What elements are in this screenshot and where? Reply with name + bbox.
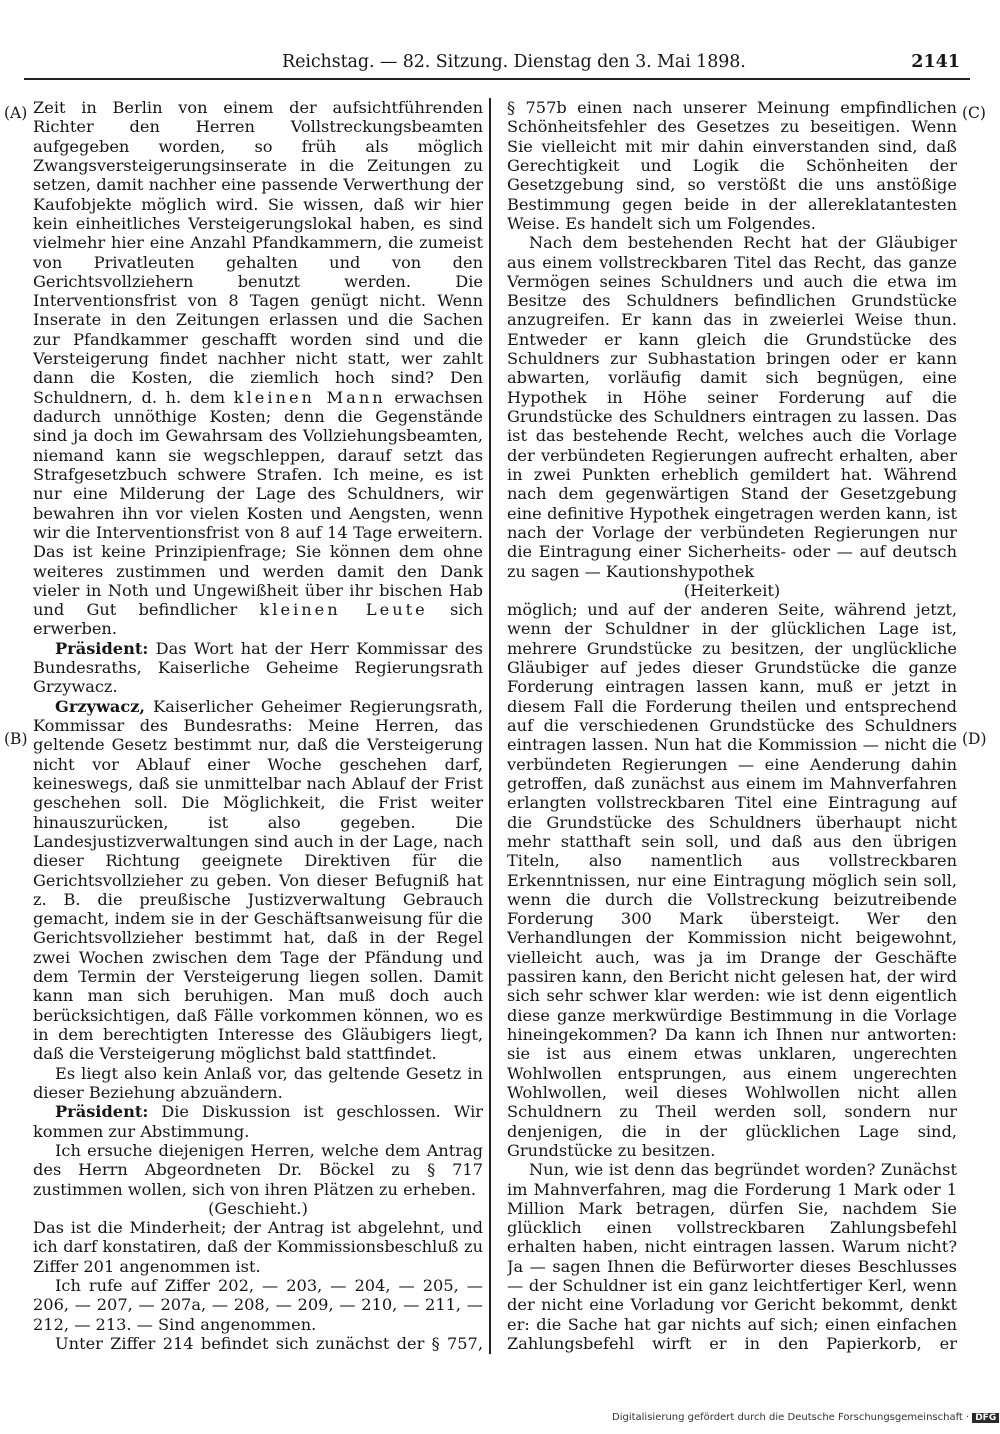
paragraph: Nach dem bestehenden Recht hat der Gläubiger aus einem vollstreckbaren Titel das Recht, das ganze Vermögen seines Schuldners und auch die etwa im Besitze des Schuldners befindlichen Grundstücke anzugreifen. Er kann das in zweierlei Weise thun. Entweder er kann gleich die Grundstücke des Schuldners zur Subhastation bringen oder er kann abwarten, vorläufig damit sich begnügen, eine Hypothek in Höhe seiner Forderung auf die Grundstücke des Schuldners eintragen zu lassen. Das ist das bestehende Recht, welches auch die Vorlage der verbündeten Regierungen aufrecht erhalten, aber in zwei Punkten erheblich gemildert hat. Während nach dem gegenwärtigen Stand der Gesetzgebung eine definitive Hypothek eingetragen werden kann, ist nach der Vorlage der verbündeten Regierungen nur die Eintragung einer Sicherheits- oder — auf deutsch zu sagen — Kautionshypothek	[507, 233, 957, 581]
paragraph: Nun, wie ist denn das begründet worden? Zunächst im Mahnverfahren, mag die Forderung 1 Mark oder 1 Million Mark betragen, dürfen Sie, nachdem Sie glücklich einen vollstreckbaren Zahlungsbefehl erhalten haben, nicht eintragen lassen. Warum nicht? Ja — sagen Ihnen die Befürworter dieses Beschlusses — der Schuldner ist ein ganz leichtfertiger Kerl, wenn der nicht eine Vorladung vor Gericht bekommt, denkt er: die Sache hat gar nichts auf sich; einen einfachen Zahlungsbefehl wirft er in den Papierkorb, er	[507, 1160, 957, 1353]
column-divider	[489, 98, 491, 1354]
spaced-text: kleinen Leute	[259, 600, 428, 620]
margin-marker-a: (A)	[4, 104, 28, 122]
stage-direction: (Geschieht.)	[208, 1198, 308, 1218]
stage-direction: (Heiterkeit)	[683, 580, 781, 600]
text-run: Das Wort hat der Herr Kommissar des Bundesraths, Kaiserliche Geheime Regierungsrath Grzywacz.	[33, 638, 483, 697]
page-number: 2141	[911, 52, 960, 72]
paragraph: Das ist die Minderheit; der Antrag ist abgelehnt, und ich darf konstatiren, daß der Kommissionsbeschluß zu Ziffer 201 angenommen ist.	[33, 1218, 483, 1276]
paragraph: Ich rufe auf Ziffer 202, — 203, — 204, — 205, — 206, — 207, — 207a, — 208, — 209, — 210, — 211, — 212, — 213. — Sind angenommen.	[33, 1276, 483, 1334]
header-rule	[24, 78, 970, 80]
speaker-name: Grzywacz,	[55, 696, 146, 716]
text-run: erwachsen dadurch unnöthige Kosten; denn die Gegenstände sind ja doch im Gewahrsam des Vollziehungsbeamten, niemand kann sie wegschleppen, darauf setzt das Strafgesetzbuch schwere Strafen. Ich meine, es ist nur eine Milderung der Lage des Schuldners, wir bewahren ihn vor vielen Kosten und Aengsten, wenn wir die Interventionsfrist von 8 auf 14 Tage erweitern. Das ist keine Prinzipienfrage; Sie können dem ohne weiteres zustimmen und werden damit den Dank vieler in Noth und Ungewißheit über ihr bischen Hab und Gut befindlicher	[33, 387, 483, 620]
paragraph: Es liegt also kein Anlaß vor, das geltende Gesetz in dieser Beziehung abzuändern.	[33, 1063, 483, 1102]
paragraph	[33, 1102, 483, 1141]
text-run: Kaiserlicher Geheimer Regierungsrath, Kommissar des Bundesraths: Meine Herren, das geltende Gesetz bestimmt nur, daß die Versteigerung nicht vor Ablauf einer Woche geschehen darf, keineswegs, daß sie unmittelbar nach Ablauf der Frist geschehen soll. Die Möglichkeit, die Frist weiter hinauszurücken, ist also gegeben. Die Landesjustizverwaltungen sind auch in der Lage, nach dieser Richtung geeignete Direktiven für die Gerichtsvollzieher zu geben. Von dieser Befugniß hat z. B. die preußische Justizverwaltung Gebrauch gemacht, indem sie in der Geschäftsanweisung für die Gerichtsvollzieher bestimmt hat, daß in der Regel zwei Wochen zwischen dem Tage der Pfändung und dem Termin der Versteigerung liegen sollen. Damit kann man sich beruhigen. Man muß doch auch berücksichtigen, daß Fälle vorkommen können, wo es in dem berechtigten Interesse des Gläubigers liegt, daß die Versteigerung möglichst bald stattfindet.	[33, 696, 483, 1064]
left-column	[33, 98, 483, 1354]
margin-marker-c: (C)	[962, 104, 986, 122]
running-title: Reichstag. — 82. Sitzung. Dienstag den 3. Mai 1898.	[282, 52, 746, 72]
paragraph: möglich; und auf der anderen Seite, während jetzt, wenn der Schuldner in der glücklichen Lage ist, mehrere Grundstücke zu besitzen, der unglückliche Gläubiger auf jedes dieser Grundstücke die ganze Forderung eintragen lassen kann, muß er jetzt in diesem Fall die Forderung theilen und entsprechend auf die verschiedenen Grundstücke des Schuldners eintragen lassen. Nun hat die Kommission — nicht die verbündeten Regierungen — eine Aenderung dahin getroffen, daß zunächst aus einem im Mahnverfahren erlangten vollstreckbaren Titel eine Eintragung auf die Grundstücke des Schuldners überhaupt nicht mehr statthaft sein soll, und daß aus den übrigen Titeln, also namentlich aus vollstreckbaren Erkenntnissen, nur eine Eintragung möglich sein soll, wenn die durch die Vollstreckung beizutreibende Forderung 300 Mark übersteigt. Wer den Verhandlungen der Kommission nicht beigewohnt, vielleicht auch, was ja im Drange der Geschäfte passiren kann, den Bericht nicht gelesen hat, der wird sich sehr schwer klar werden: wie ist denn eigentlich diese ganze merkwürdige Bestimmung in die Vorlage hineingekommen? Da kann ich Ihnen nur antworten: sie ist aus einem etwas unklaren, ungerechten Wohlwollen entsprungen, aus einem ungerechten Wohlwollen, weil dieses Wohlwollen nicht allen Schuldnern zu Theil werden soll, sondern nur denjenigen, die in der glücklichen Lage sind, Grundstücke zu besitzen.	[507, 600, 957, 1160]
page-header	[24, 52, 976, 78]
speaker-name: Präsident:	[55, 1102, 149, 1122]
paragraph: § 757b einen nach unserer Meinung empfindlichen Schönheitsfehler des Gesetzes zu beseitigen. Wenn Sie vielleicht mit mir dahin einverstanden sind, daß Gerechtigkeit und Logik die Schönheiten der Gesetzgebung sind, so verstößt die uns anstößige Bestimmung gegen beide in der allereklatantesten Weise. Es handelt sich um Folgendes.	[507, 98, 957, 233]
paragraph: Ich ersuche diejenigen Herren, welche dem Antrag des Herrn Abgeordneten Dr. Böckel zu § 717 zustimmen wollen, sich von ihren Plätzen zu erheben.	[33, 1140, 483, 1199]
paragraph	[33, 697, 483, 1064]
margin-marker-d: (D)	[962, 730, 987, 748]
paragraph	[33, 639, 483, 697]
paragraph: Unter Ziffer 214 befindet sich zunächst der § 757,	[55, 1334, 483, 1353]
text-run: Zeit in Berlin von einem der aufsichtführenden Richter den Herren Vollstreckungsbeamten aufgegeben worden, so früh als möglich Zwangsversteigerungsinserate in die Zeitungen zu setzen, damit nachher eine passende Verwerthung der Kaufobjekte möglich wird. Sie wissen, daß wir hier kein einheitliches Versteigerungslokal haben, es sind vielmehr hier eine Anzahl Pfandkammern, die zumeist von Privatleuten gehalten und von den Gerichtsvollziehern benutzt werden. Die Interventionsfrist von 8 Tagen genügt nicht. Wenn Inserate in den Zeitungen erlassen und die Sachen zur Pfandkammer geschafft worden sind und die Versteigerung findet nachher nicht statt, wer zahlt dann die Kosten, die ziemlich hoch sind? Den Schuldnern, d. h. dem	[33, 98, 483, 407]
speaker-name: Präsident:	[55, 638, 149, 658]
right-column	[507, 98, 957, 1354]
text-run: Die Diskussion ist geschlossen. Wir kommen zur Abstimmung.	[33, 1102, 483, 1141]
dfg-logo: DFG	[972, 1413, 999, 1423]
credit-text: Digitalisierung gefördert durch die Deutsche Forschungsgemeinschaft ·	[612, 1412, 970, 1423]
spaced-text: kleinen Mann	[233, 387, 386, 407]
margin-marker-b: (B)	[4, 730, 28, 748]
paragraph	[33, 98, 483, 639]
text-run: sich erwerben.	[33, 600, 483, 639]
digitization-credit	[612, 1412, 997, 1428]
